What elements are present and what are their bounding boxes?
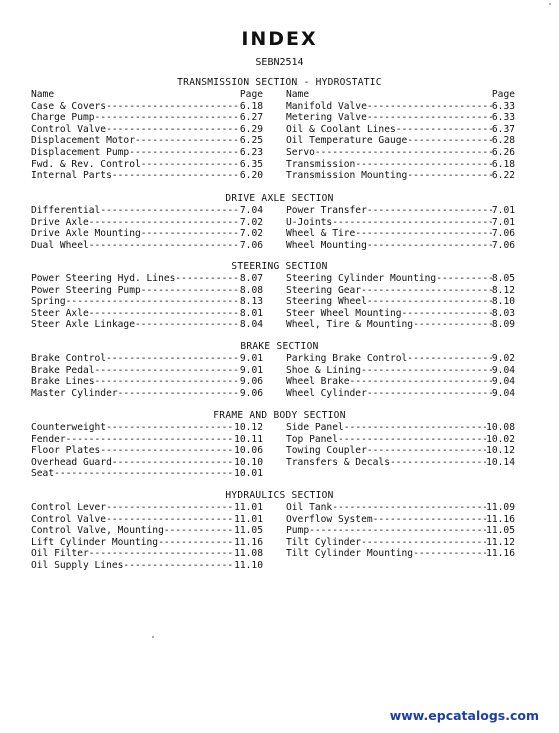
steering-right-column (286, 273, 515, 331)
entry-name: Steering Cylinder Mounting (286, 273, 437, 284)
entry-page: 9.06 (239, 387, 263, 399)
index-entry (31, 296, 263, 308)
entry-page: 8.13 (239, 296, 263, 308)
entry-page: 6.18 (239, 100, 263, 112)
index-entry (31, 525, 263, 537)
index-entry (31, 273, 263, 285)
dot-leader (407, 170, 492, 182)
dot-leader (413, 548, 486, 560)
entry-page: 11.01 (234, 513, 263, 525)
index-entry (31, 228, 263, 240)
dot-leader (332, 502, 486, 514)
entry-name: Oil & Coolant Lines (286, 123, 396, 135)
entry-name: Steering Gear (286, 284, 362, 296)
entry-page: 8.01 (239, 307, 263, 319)
index-entry (286, 525, 515, 537)
entry-page: 7.06 (491, 239, 515, 251)
entry-name: Internal Parts (31, 170, 112, 182)
entry-page: 10.08 (486, 422, 515, 433)
dot-leader (89, 217, 240, 229)
dot-leader (373, 514, 486, 526)
entry-page: 6.22 (491, 170, 515, 182)
entry-name: Steer Axle (31, 307, 89, 319)
dot-leader (436, 273, 492, 285)
entry-page: 7.02 (239, 228, 263, 240)
index-entry (286, 548, 515, 560)
index-entry (31, 502, 263, 514)
index-entry (286, 445, 515, 457)
section-title-drive-axle: DRIVE AXLE SECTION (225, 193, 334, 204)
index-entry (286, 205, 515, 217)
entry-page: 6.28 (491, 135, 515, 147)
section-title-brake: BRAKE SECTION (240, 341, 319, 352)
entry-page: 11.05 (486, 525, 515, 537)
index-entry (31, 548, 263, 560)
index-entry (286, 365, 515, 377)
dot-leader (106, 422, 234, 434)
entry-name: Wheel, Tire & Mounting (286, 319, 414, 331)
entry-page: 8.12 (491, 284, 515, 296)
entry-page: 10.11 (234, 433, 263, 445)
entry-page: 11.16 (486, 513, 515, 525)
entry-name: Control Lever (31, 502, 107, 513)
entry-page: 7.01 (491, 216, 515, 228)
entry-name: Parking Brake Control (286, 353, 408, 364)
index-entry (286, 101, 515, 113)
index-entry (286, 353, 515, 365)
entry-page: 6.29 (239, 123, 263, 135)
index-entry (31, 159, 263, 171)
entry-name: Differential (31, 205, 101, 216)
entry-page: 9.01 (239, 364, 263, 376)
entry-name: Shoe & Lining (286, 364, 362, 376)
column-header (286, 89, 515, 101)
name-header: Name (286, 89, 310, 100)
entry-page: 10.02 (486, 433, 515, 445)
dot-leader (106, 353, 240, 365)
index-entry (286, 434, 515, 446)
dot-leader (338, 434, 486, 446)
index-entry (286, 135, 515, 147)
dot-leader (175, 273, 239, 285)
index-entry (286, 124, 515, 136)
entry-page: 11.09 (486, 502, 515, 513)
dot-leader (112, 170, 240, 182)
index-entry (286, 308, 515, 320)
dot-leader (106, 101, 240, 113)
dot-leader (106, 502, 234, 514)
index-entry (286, 514, 515, 526)
entry-name: Wheel Cylinder (286, 387, 367, 399)
entry-name: Brake Pedal (31, 364, 95, 376)
entry-page: 11.05 (234, 525, 263, 537)
index-entry (286, 537, 515, 549)
index-entry (31, 468, 263, 480)
dot-leader (407, 135, 492, 147)
index-entry (286, 217, 515, 229)
index-entry (31, 319, 263, 331)
entry-name: Tilt Cylinder (286, 536, 362, 548)
index-entry (31, 353, 263, 365)
index-entry (31, 365, 263, 377)
entry-name: Brake Lines (31, 376, 95, 388)
column-header (31, 89, 263, 101)
dot-leader (367, 296, 492, 308)
entry-name: Power Transfer (286, 205, 367, 216)
dot-leader (361, 285, 492, 297)
entry-name: Wheel & Tire (286, 228, 356, 240)
entry-name: Spring (31, 296, 66, 308)
dot-leader (66, 434, 234, 446)
entry-name: Overhead Guard (31, 456, 112, 468)
dot-leader (106, 514, 234, 526)
index-entry (31, 135, 263, 147)
entry-page: 11.10 (234, 559, 263, 571)
entry-name: Towing Coupler (286, 445, 367, 457)
dot-leader (100, 445, 234, 457)
entry-name: Master Cylinder (31, 387, 118, 399)
dot-leader (367, 101, 492, 113)
entry-name: Wheel Mounting (286, 239, 367, 251)
dot-leader (315, 147, 492, 159)
entry-page: 6.23 (239, 146, 263, 158)
brake-right-column (286, 353, 515, 399)
index-entry (31, 308, 263, 320)
entry-page: 11.12 (486, 536, 515, 548)
entry-page: 6.26 (491, 146, 515, 158)
entry-name: Fender (31, 433, 66, 445)
section-title-steering: STEERING SECTION (231, 261, 328, 272)
dot-leader (135, 319, 240, 331)
index-entry (286, 273, 515, 285)
entry-page: 6.33 (491, 100, 515, 112)
dot-leader (135, 135, 240, 147)
index-entry (31, 147, 263, 159)
dot-leader (355, 228, 492, 240)
steering-left-column (31, 273, 263, 331)
entry-name: Dual Wheel (31, 239, 89, 251)
dot-leader (118, 388, 240, 400)
entry-page: 8.05 (491, 273, 515, 284)
index-entry (31, 376, 263, 388)
entry-name: Seat (31, 468, 55, 480)
document-code: SEBN2514 (255, 57, 304, 68)
drive-axle-left-column (31, 205, 263, 251)
dot-leader (95, 365, 240, 377)
section-title-hydraulics: HYDRAULICS SECTION (225, 490, 334, 501)
index-entry (31, 514, 263, 526)
entry-page: 6.25 (239, 135, 263, 147)
entry-name: Manifold Valve (286, 100, 367, 112)
entry-name: Counterweight (31, 422, 107, 433)
index-entry (286, 170, 515, 182)
entry-page: 8.09 (491, 319, 515, 331)
dot-leader (141, 228, 240, 240)
frame-body-right-column (286, 422, 515, 468)
entry-name: Wheel Brake (286, 376, 350, 388)
entry-name: Power Steering Hyd. Lines (31, 273, 176, 284)
dot-leader (309, 525, 486, 537)
entry-name: Pump (286, 525, 310, 537)
entry-name: U-Joints (286, 216, 333, 228)
scan-speck (549, 3, 551, 5)
brake-left-column (31, 353, 263, 399)
entry-page: 10.14 (486, 456, 515, 468)
index-entry (31, 434, 263, 446)
index-entry (31, 445, 263, 457)
entry-page: 9.04 (491, 387, 515, 399)
dot-leader (402, 308, 492, 320)
entry-name: Power Steering Pump (31, 284, 141, 296)
index-entry (286, 376, 515, 388)
dot-leader (123, 560, 234, 572)
name-header: Name (31, 89, 55, 100)
index-entry (31, 124, 263, 136)
section-title-frame-body: FRAME AND BODY SECTION (213, 410, 346, 421)
index-entry (286, 296, 515, 308)
entry-page: 7.02 (239, 216, 263, 228)
index-entry (31, 101, 263, 113)
entry-name: Lift Cylinder Mounting (31, 536, 159, 548)
index-entry (286, 228, 515, 240)
entry-page: 8.07 (239, 273, 263, 284)
entry-page: 8.10 (491, 296, 515, 308)
entry-page: 6.37 (491, 123, 515, 135)
index-entry (31, 205, 263, 217)
index-entry (286, 422, 515, 434)
entry-name: Control Valve, Mounting (31, 525, 164, 537)
dot-leader (355, 159, 492, 171)
index-entry (286, 285, 515, 297)
entry-name: Oil Temperature Gauge (286, 135, 408, 147)
entry-name: Oil Filter (31, 548, 89, 560)
entry-page: 10.10 (234, 456, 263, 468)
entry-name: Control Valve (31, 123, 107, 135)
entry-page: 11.16 (486, 548, 515, 560)
entry-page: 11.01 (234, 502, 263, 513)
index-entry (286, 388, 515, 400)
dot-leader (332, 217, 492, 229)
entry-name: Displacement Pump (31, 146, 130, 158)
entry-name: Metering Valve (286, 112, 367, 124)
index-entry (31, 217, 263, 229)
index-entry (286, 147, 515, 159)
dot-leader (367, 112, 492, 124)
index-entry (286, 319, 515, 331)
entry-page: 9.04 (491, 376, 515, 388)
entry-page: 8.03 (491, 307, 515, 319)
index-entry (286, 159, 515, 171)
dot-leader (158, 537, 234, 549)
dot-leader (367, 445, 486, 457)
entry-name: Transfers & Decals (286, 456, 390, 468)
entry-page: 6.27 (239, 112, 263, 124)
entry-page: 7.04 (239, 205, 263, 216)
dot-leader (390, 457, 486, 469)
dot-leader (106, 124, 240, 136)
entry-name: Control Valve (31, 513, 107, 525)
entry-name: Overflow System (286, 513, 373, 525)
entry-name: Steering Wheel (286, 296, 367, 308)
dot-leader (129, 147, 240, 159)
entry-name: Oil Supply Lines (31, 559, 124, 571)
page-header: Page (239, 89, 263, 100)
entry-name: Steer Wheel Mounting (286, 307, 402, 319)
dot-leader (413, 319, 492, 331)
index-entry (286, 457, 515, 469)
entry-name: Top Panel (286, 433, 338, 445)
entry-page: 6.20 (239, 170, 263, 182)
frame-body-left-column (31, 422, 263, 480)
entry-page: 9.01 (239, 353, 263, 364)
footer-watermark: www.epcatalogs.com (389, 708, 539, 723)
entry-name: Fwd. & Rev. Control (31, 158, 141, 170)
dot-leader (95, 112, 240, 124)
dot-leader (54, 468, 234, 480)
entry-name: Servo (286, 146, 315, 158)
entry-page: 10.12 (234, 422, 263, 433)
index-entry (286, 502, 515, 514)
dot-leader (89, 548, 234, 560)
index-entry (31, 457, 263, 469)
index-entry (31, 285, 263, 297)
entry-name: Floor Plates (31, 445, 101, 457)
entry-page: 6.18 (491, 158, 515, 170)
dot-leader (350, 376, 492, 388)
drive-axle-right-column (286, 205, 515, 251)
section-title-transmission: TRANSMISSION SECTION - HYDROSTATIC (177, 77, 382, 88)
dot-leader (141, 285, 240, 297)
dot-leader (89, 240, 240, 252)
dot-leader (361, 365, 492, 377)
index-entry (31, 537, 263, 549)
dot-leader (407, 353, 492, 365)
entry-name: Oil Tank (286, 502, 333, 513)
entry-page: 7.06 (239, 239, 263, 251)
entry-page: 11.08 (234, 548, 263, 560)
dot-leader (141, 159, 240, 171)
dot-leader (66, 296, 240, 308)
dot-leader (361, 537, 486, 549)
dot-leader (164, 525, 234, 537)
scan-speck (152, 636, 154, 638)
page-title: INDEX (241, 28, 318, 50)
entry-name: Drive Axle Mounting (31, 228, 141, 240)
entry-name: Drive Axle (31, 216, 89, 228)
entry-page: 11.16 (234, 536, 263, 548)
entry-page: 8.04 (239, 319, 263, 331)
dot-leader (367, 388, 492, 400)
entry-name: Steer Axle Linkage (31, 319, 135, 331)
index-entry (286, 112, 515, 124)
dot-leader (100, 205, 240, 217)
entry-page: 10.12 (486, 445, 515, 457)
entry-name: Side Panel (286, 422, 344, 433)
hydraulics-left-column (31, 502, 263, 572)
entry-name: Transmission Mounting (286, 170, 408, 182)
entry-page: 10.06 (234, 445, 263, 457)
entry-page: 9.02 (491, 353, 515, 364)
dot-leader (367, 240, 492, 252)
dot-leader (396, 124, 492, 136)
index-entry (31, 422, 263, 434)
dot-leader (95, 376, 240, 388)
transmission-right-column (286, 89, 515, 182)
dot-leader (344, 422, 486, 434)
hydraulics-right-column (286, 502, 515, 560)
index-entry (31, 170, 263, 182)
entry-name: Brake Control (31, 353, 107, 364)
entry-name: Transmission (286, 158, 356, 170)
dot-leader (112, 457, 234, 469)
transmission-left-column (31, 89, 263, 182)
entry-page: 10.01 (234, 468, 263, 480)
index-entry (31, 240, 263, 252)
entry-page: 9.06 (239, 376, 263, 388)
index-entry (31, 112, 263, 124)
dot-leader (89, 308, 240, 320)
entry-page: 6.35 (239, 158, 263, 170)
dot-leader (367, 205, 492, 217)
entry-page: 8.08 (239, 284, 263, 296)
index-entry (31, 388, 263, 400)
entry-page: 7.01 (491, 205, 515, 216)
entry-name: Displacement Motor (31, 135, 135, 147)
index-entry (31, 560, 263, 572)
index-entry (286, 240, 515, 252)
entry-name: Tilt Cylinder Mounting (286, 548, 414, 560)
entry-name: Case & Covers (31, 100, 107, 112)
entry-page: 7.06 (491, 228, 515, 240)
page-header: Page (491, 89, 515, 100)
entry-name: Charge Pump (31, 112, 95, 124)
entry-page: 6.33 (491, 112, 515, 124)
entry-page: 9.04 (491, 364, 515, 376)
